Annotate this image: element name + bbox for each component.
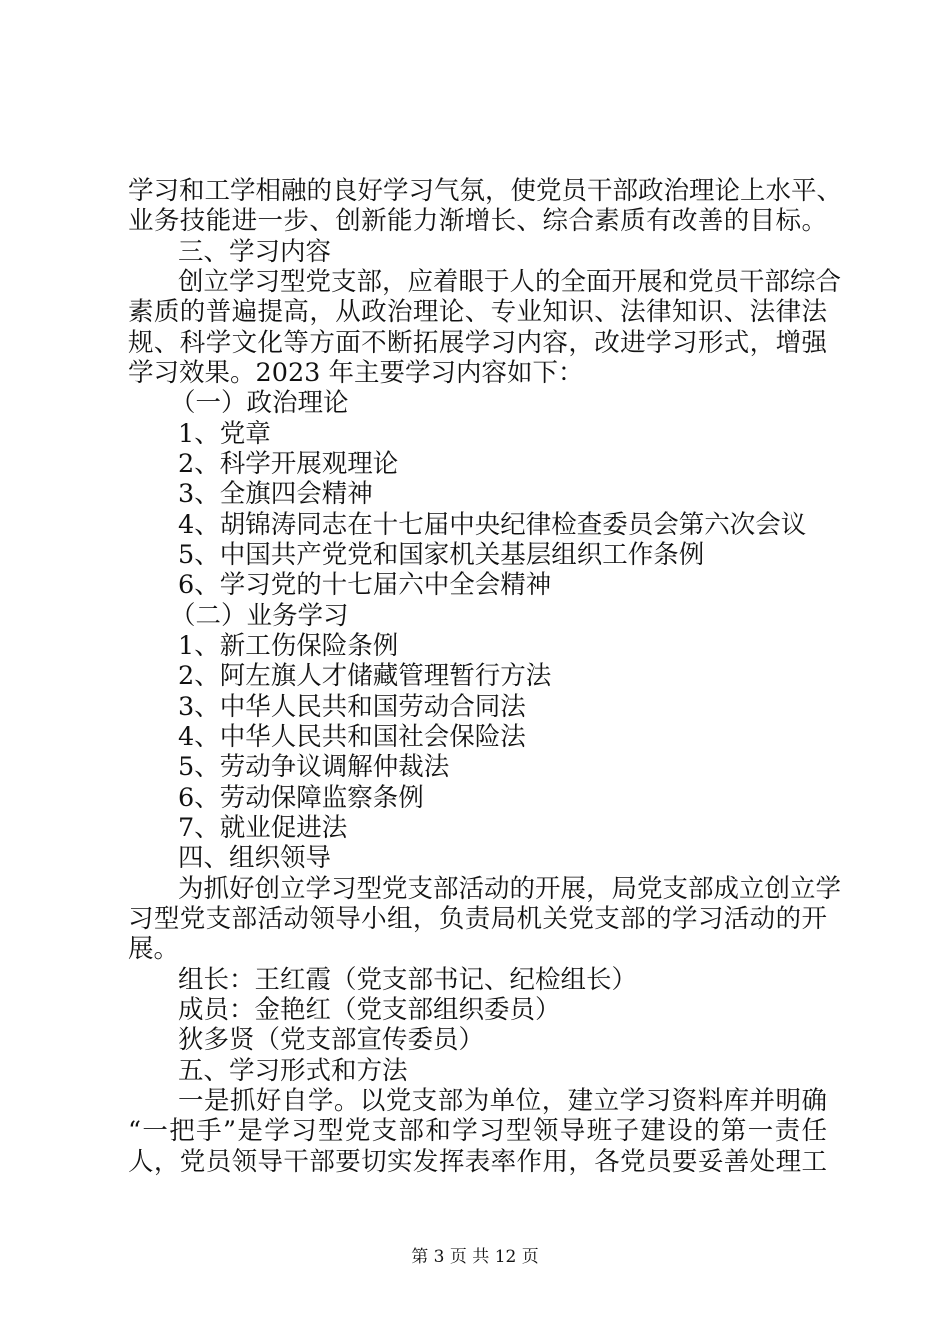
body-line: 成员：金艳红（党支部组织委员） [178,995,561,1025]
body-line: 狄多贤（党支部宣传委员） [178,1025,485,1055]
list-item: 4、胡锦涛同志在十七届中央纪律检查委员会第六次会议 [178,510,807,540]
list-item: 6、学习党的十七届六中全会精神 [178,570,552,600]
list-item: 5、劳动争议调解仲裁法 [178,752,450,782]
body-line: 一是抓好自学。以党支部为单位，建立学习资料库并明确 [178,1086,827,1116]
body-line: 习型党支部活动领导小组，负责局机关党支部的学习活动的开 [128,904,827,934]
list-item: 1、党章 [178,419,271,449]
list-item: 3、全旗四会精神 [178,479,373,509]
body-line: 业务技能进一步、创新能力渐增长、综合素质有改善的目标。 [128,206,827,236]
body-line: “一把手”是学习型党支部和学习型领导班子建设的第一责任 [128,1116,827,1146]
list-item: 4、中华人民共和国社会保险法 [178,722,526,752]
page-footer: 第 3 页 共 12 页 [411,1247,539,1267]
body-line: 人，党员领导干部要切实发挥表率作用，各党员要妥善处理工 [128,1147,827,1177]
subsection-heading: （二）业务学习 [170,601,349,631]
section-heading: 三、学习内容 [178,237,332,267]
body-line: 学习效果。2023 年主要学习内容如下： [128,358,584,388]
body-line: 学习和工学相融的良好学习气氛，使党员干部政治理论上水平、 [128,176,843,206]
body-line: 素质的普遍提高，从政治理论、专业知识、法律知识、法律法 [128,297,827,327]
body-line: 组长：王红霞（党支部书记、纪检组长） [178,965,638,995]
list-item: 1、新工伤保险条例 [178,631,399,661]
section-heading: 五、学习形式和方法 [178,1056,408,1086]
body-line: 展。 [128,934,180,964]
body-line: 规、科学文化等方面不断拓展学习内容，改进学习形式，增强 [128,328,827,358]
list-item: 2、阿左旗人才储藏管理暂行方法 [178,661,552,691]
subsection-heading: （一）政治理论 [170,388,349,418]
list-item: 2、科学开展观理论 [178,449,399,479]
list-item: 5、中国共产党党和国家机关基层组织工作条例 [178,540,705,570]
body-line: 创立学习型党支部，应着眼于人的全面开展和党员干部综合 [178,267,842,297]
list-item: 3、中华人民共和国劳动合同法 [178,692,526,722]
body-line: 为抓好创立学习型党支部活动的开展，局党支部成立创立学 [178,874,842,904]
list-item: 6、劳动保障监察条例 [178,783,424,813]
list-item: 7、就业促进法 [178,813,348,843]
section-heading: 四、组织领导 [178,843,332,873]
